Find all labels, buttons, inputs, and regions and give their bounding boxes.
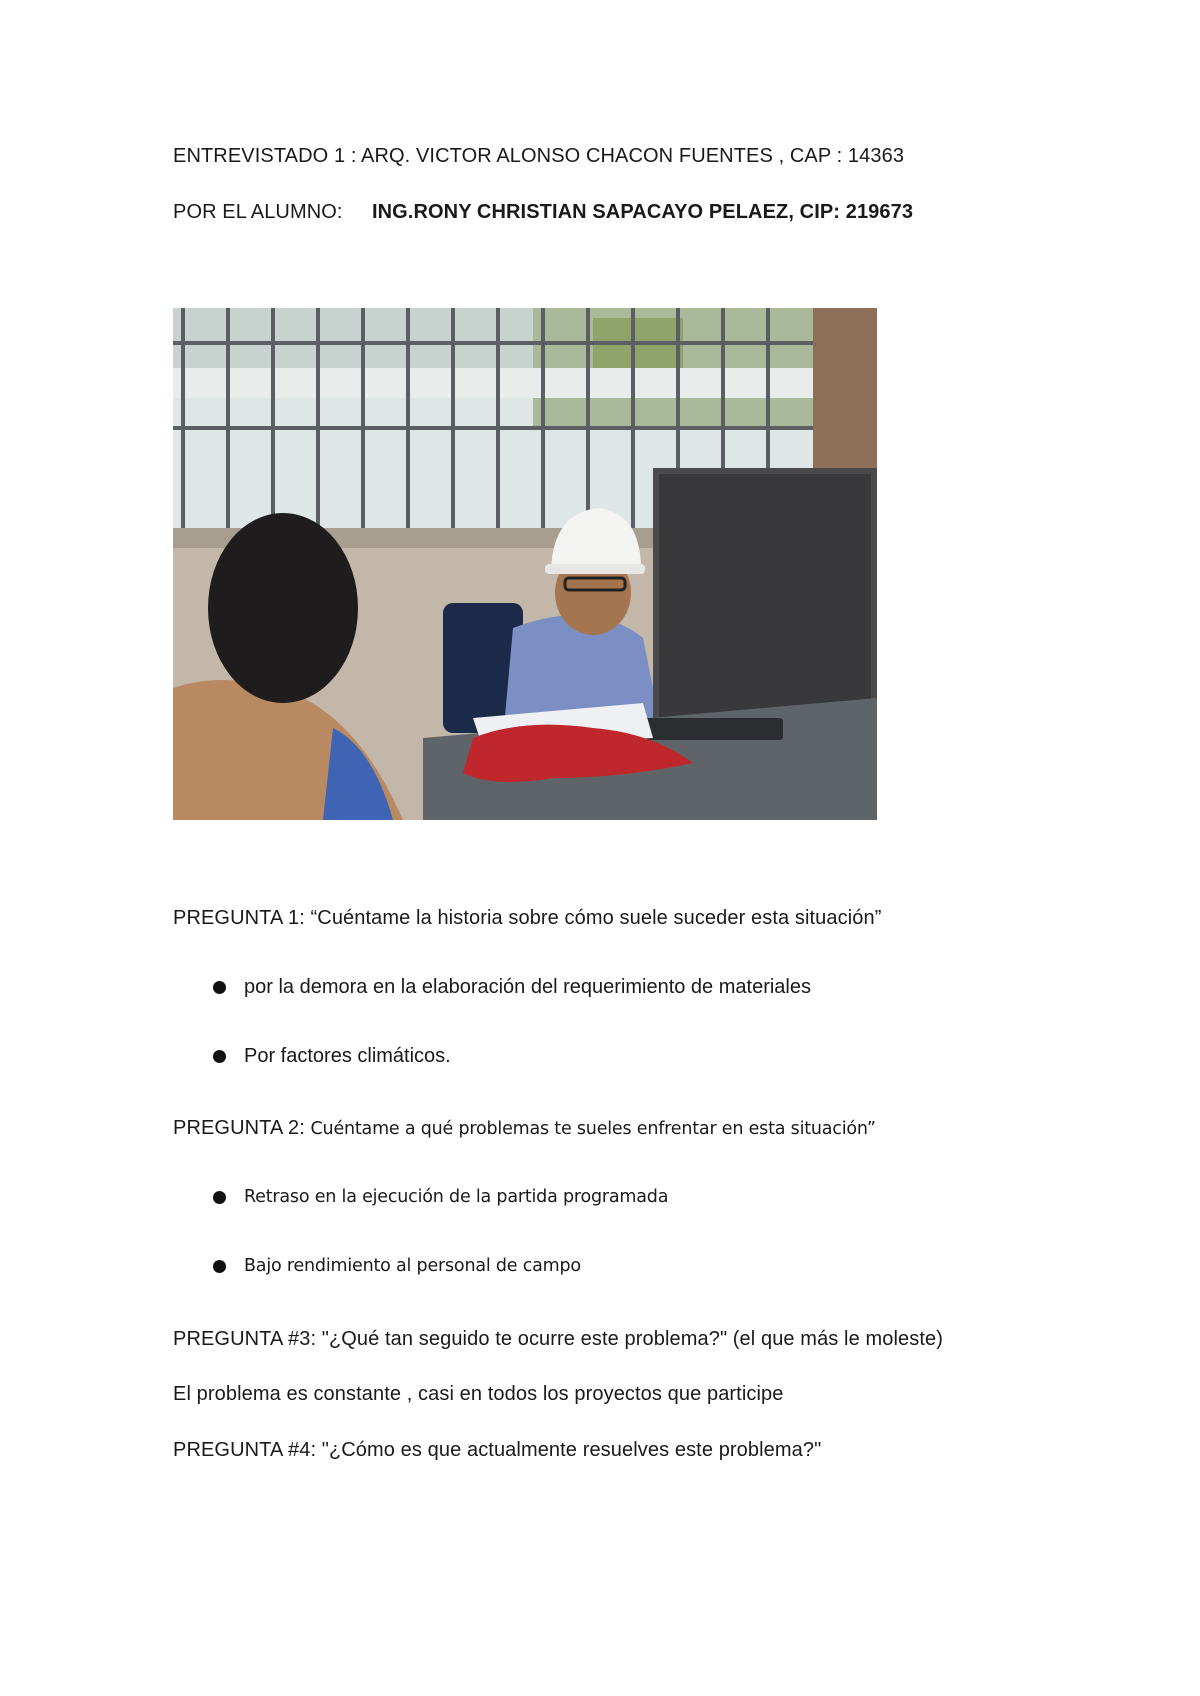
answer-text: por la demora en la elaboración del requerimiento de materiales — [244, 976, 811, 998]
question-1-label: PREGUNTA 1: — [173, 907, 311, 929]
question-2-text: Cuéntame a qué problemas te sueles enfrentar en esta situación” — [310, 1119, 876, 1139]
question-2-label: PREGUNTA 2: — [173, 1117, 311, 1139]
student-line — [173, 201, 913, 224]
question-3: PREGUNTA #3: "¿Qué tan seguido te ocurre este problema?" (el que más le moleste) — [173, 1328, 943, 1350]
bullet-icon — [213, 1191, 226, 1204]
answer-text: Bajo rendimiento al personal de campo — [244, 1256, 581, 1276]
question-1 — [173, 907, 881, 930]
list-item — [213, 1045, 451, 1068]
interviewee-line: ENTREVISTADO 1 : ARQ. VICTOR ALONSO CHACON FUENTES , CAP : 14363 — [173, 145, 905, 167]
bullet-icon — [213, 1260, 226, 1273]
question-4: PREGUNTA #4: "¿Cómo es que actualmente resuelves este problema?" — [173, 1439, 822, 1461]
student-name: ING.RONY CHRISTIAN SAPACAYO PELAEZ, CIP: 219673 — [371, 201, 914, 223]
list-item — [213, 1187, 668, 1207]
bullet-icon — [213, 1050, 226, 1063]
question-1-text: “Cuéntame la historia sobre cómo suele suceder esta situación” — [310, 907, 882, 929]
list-item — [213, 976, 811, 999]
list-item — [213, 1256, 581, 1276]
bullet-icon — [213, 981, 226, 994]
student-prefix: POR EL ALUMNO: — [173, 201, 343, 223]
interview-photo — [173, 308, 877, 820]
question-2 — [173, 1117, 876, 1140]
question-3-answer: El problema es constante , casi en todos los proyectos que participe — [173, 1383, 784, 1405]
answer-text: Retraso en la ejecución de la partida programada — [244, 1187, 669, 1207]
answer-text: Por factores climáticos. — [244, 1045, 451, 1067]
